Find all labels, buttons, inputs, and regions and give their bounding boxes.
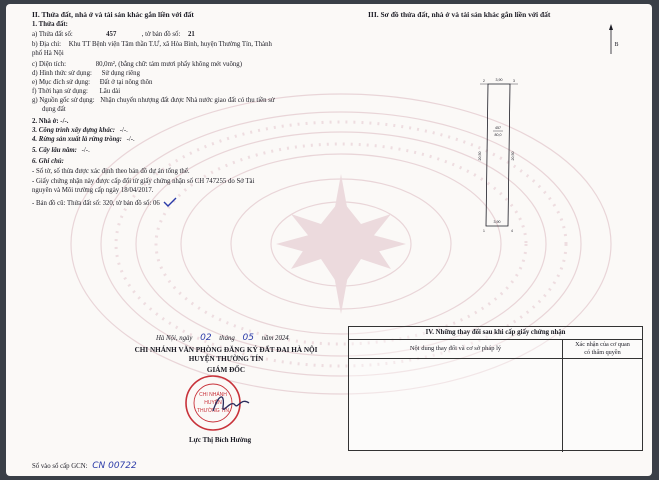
column-authority-line-2: có thẩm quyền [584, 349, 621, 356]
plot-corner-1: 1 [483, 229, 485, 233]
column-authority-line-1: Xác nhận của cơ quan [575, 341, 630, 348]
item5-row [32, 147, 90, 155]
area-label: c) Diện tích: [32, 61, 66, 68]
checkmark-icon [163, 197, 177, 207]
changes-table [348, 326, 643, 451]
parcel-number-row [32, 31, 195, 39]
column-change-content: Nội dung thay đổi và cơ sở pháp lý [349, 340, 563, 358]
origin-label: g) Nguồn gốc sử dụng: [32, 97, 95, 104]
address-row [32, 41, 272, 49]
item5-value: -/-. [81, 147, 90, 154]
item1-title: 1. Thửa đất: [32, 21, 68, 28]
section-ii-title: II. Thửa đất, nhà ở và tài sản khác gắn liền với đất [32, 10, 194, 19]
column-authority-confirmation [563, 340, 642, 358]
stamp-text-top: CHI NHÁNH [199, 392, 227, 398]
date-month-label: tháng [219, 335, 235, 342]
use-purpose-label: e) Mục đích sử dụng: [32, 79, 91, 86]
item4-value: -/-. [126, 136, 135, 143]
item3-label: 3. Công trình xây dựng khác: [32, 127, 116, 134]
item4-label: 4. Rừng sản xuất là rừng trồng: [32, 136, 122, 143]
plot-corner-3: 3 [513, 79, 515, 83]
stamp-text-bottom: THƯỜNG TÍN [196, 408, 230, 414]
date-day: 02 [200, 333, 212, 343]
note-3-row [32, 197, 177, 208]
item2-house: 2. Nhà ở: -/-. [32, 118, 69, 125]
register-row [32, 462, 137, 471]
origin-row [32, 97, 275, 105]
date-year: năm 2024 [261, 335, 289, 342]
plot-parcel-number: 457 [495, 126, 501, 130]
use-purpose-row [32, 79, 152, 87]
use-purpose-value: Đất ở tại nông thôn [99, 79, 153, 86]
address-value-1: Khu TT Bệnh viện Tâm thần T.Ư, xã Hòa Bình, huyện Thường Tín, Thành [68, 41, 272, 48]
changes-table-header [349, 340, 642, 359]
plot-top-width: 3,90 [495, 78, 503, 82]
plot-right-side: 20,50 [511, 151, 515, 161]
parcel-number-value: 457 [106, 31, 117, 38]
area-value: 80,0m², (bằng chữ: tám mươi phẩy không mét vuông) [95, 61, 242, 68]
use-form-label: d) Hình thức sử dụng: [32, 70, 92, 77]
area-row [32, 61, 242, 69]
use-term-value: Lâu dài [99, 88, 121, 95]
issuer-block [106, 346, 346, 376]
date-month: 05 [242, 333, 254, 343]
plot-bottom-width: 3,90 [493, 220, 501, 224]
address-value-2: phố Hà Nội [32, 50, 64, 57]
parcel-diagram [468, 76, 543, 236]
plot-left-side: 20,50 [478, 151, 482, 161]
section-iii-title: III. Sơ đồ thửa đất, nhà ở và tài sản khác gắn liền với đất [368, 10, 551, 19]
signature [211, 389, 251, 419]
certificate-page [6, 4, 652, 476]
item5-label: 5. Cây lâu năm: [32, 147, 77, 154]
signer-name: Lực Thị Bích Hường [189, 436, 252, 444]
register-label: Số vào sổ cấp GCN: [32, 463, 88, 470]
item4-row [32, 136, 135, 144]
parcel-number-label: a) Thửa đất số: [32, 31, 73, 38]
stamp-text-mid: HUYỆN [204, 400, 222, 406]
note-3: - Bản đồ cũ: Thửa đất số: 320, tờ bản đồ số: 06 [32, 200, 160, 207]
origin-value-2: dụng đất [42, 106, 66, 113]
issue-date-row [156, 334, 289, 343]
north-label: B [614, 42, 619, 48]
issuer-org-line-1: CHI NHÁNH VĂN PHÒNG ĐĂNG KÝ ĐẤT ĐAI HÀ NỘI [134, 346, 318, 354]
map-sheet-value: 21 [188, 31, 195, 38]
note-2-line-2: nguyên và Môi trường cấp ngày 18/04/2017. [32, 187, 154, 194]
note-2-line-1: - Giấy chứng nhận này được cấp đổi từ giấy chứng nhận số CH 747255 do Sở Tài [32, 178, 255, 185]
use-term-label: f) Thời hạn sử dụng: [32, 88, 88, 95]
use-form-value: Sử dụng riêng [101, 70, 140, 77]
issuer-org-line-2: HUYỆN THƯỜNG TÍN [188, 355, 264, 363]
note-1: - Số tờ, số thửa được xác định theo bản đồ dự án tổng thể. [32, 168, 190, 175]
date-prefix: Hà Nội, ngày [156, 335, 193, 342]
use-form-row [32, 70, 140, 78]
register-value: CN 00722 [92, 461, 137, 471]
changes-table-title: IV. Những thay đổi sau khi cấp giấy chứng nhận [349, 327, 642, 340]
plot-corner-2: 2 [483, 79, 485, 83]
signer-title: GIÁM ĐỐC [206, 366, 246, 374]
origin-value-1: Nhận chuyển nhượng đất được Nhà nước giao đất có thu tiền sử [100, 97, 275, 104]
use-term-row [32, 88, 120, 96]
item6-title: 6. Ghi chú: [32, 158, 64, 165]
north-arrow-icon [606, 24, 619, 54]
plot-area: 80,0 [494, 133, 502, 137]
address-label: b) Địa chỉ: [32, 41, 62, 48]
changes-table-body [349, 359, 642, 452]
map-sheet-label: , tờ bản đồ số: [141, 31, 181, 38]
item3-value: -/-. [119, 127, 128, 134]
item3-row [32, 127, 128, 135]
plot-corner-4: 4 [511, 229, 513, 233]
